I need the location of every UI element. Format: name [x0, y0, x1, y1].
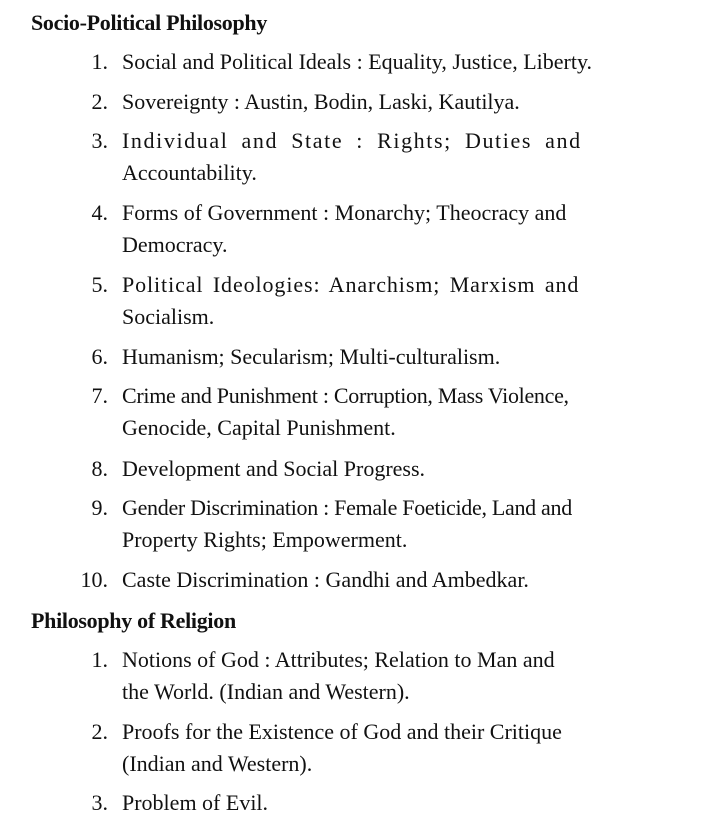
item-text	[122, 197, 634, 261]
item-line: Sovereignty : Austin, Bodin, Laski, Kautilya.	[122, 89, 520, 114]
item-text	[122, 453, 634, 485]
item-number: 9.	[91, 495, 108, 520]
item-number: 7.	[91, 383, 108, 408]
item-text	[122, 644, 634, 708]
item-line: Democracy.	[122, 232, 228, 257]
item-number: 2.	[91, 719, 108, 744]
item-number: 5.	[91, 272, 108, 297]
item-line: Individual and State : Rights; Duties and	[122, 128, 582, 153]
item-text	[122, 125, 634, 189]
item-text	[122, 46, 634, 78]
item-line: Gender Discrimination : Female Foeticide, Land and	[122, 495, 572, 520]
item-number: 4.	[91, 200, 108, 225]
item-number: 10.	[80, 567, 108, 592]
item-text	[122, 787, 634, 819]
item-number: 1.	[91, 647, 108, 672]
item-line: Problem of Evil.	[122, 790, 269, 815]
item-line: (Indian and Western).	[122, 751, 313, 776]
item-line: Social and Political Ideals : Equality, Justice, Liberty.	[122, 49, 593, 74]
item-line: Forms of Government : Monarchy; Theocracy and	[122, 200, 567, 225]
item-line: the World. (Indian and Western).	[122, 679, 410, 704]
item-number: 6.	[91, 344, 108, 369]
item-number: 8.	[91, 456, 108, 481]
item-line: Caste Discrimination : Gandhi and Ambedkar.	[122, 567, 529, 592]
item-line: Humanism; Secularism; Multi-culturalism.	[122, 344, 501, 369]
section-heading-socio-political: Socio-Political Philosophy	[31, 10, 268, 35]
item-text	[122, 380, 634, 444]
section-heading-philosophy-of-religion: Philosophy of Religion	[31, 608, 236, 633]
item-line: Proofs for the Existence of God and their Critique	[122, 719, 562, 744]
item-line: Property Rights; Empowerment.	[122, 527, 408, 552]
item-line: Accountability.	[122, 160, 257, 185]
item-line: Socialism.	[122, 304, 215, 329]
item-line: Crime and Punishment : Corruption, Mass Violence,	[122, 383, 569, 408]
item-text	[122, 492, 634, 556]
item-text	[122, 269, 634, 333]
item-line: Political Ideologies: Anarchism; Marxism and	[122, 272, 580, 297]
item-number: 3.	[91, 790, 108, 815]
item-text	[122, 86, 634, 118]
item-line: Genocide, Capital Punishment.	[122, 415, 396, 440]
item-text	[122, 341, 634, 373]
item-line: Notions of God : Attributes; Relation to Man and	[122, 647, 555, 672]
item-text	[122, 564, 634, 596]
item-number: 2.	[91, 89, 108, 114]
item-number: 3.	[91, 128, 108, 153]
item-line: Development and Social Progress.	[122, 456, 426, 481]
item-number: 1.	[91, 49, 108, 74]
item-text	[122, 716, 634, 780]
